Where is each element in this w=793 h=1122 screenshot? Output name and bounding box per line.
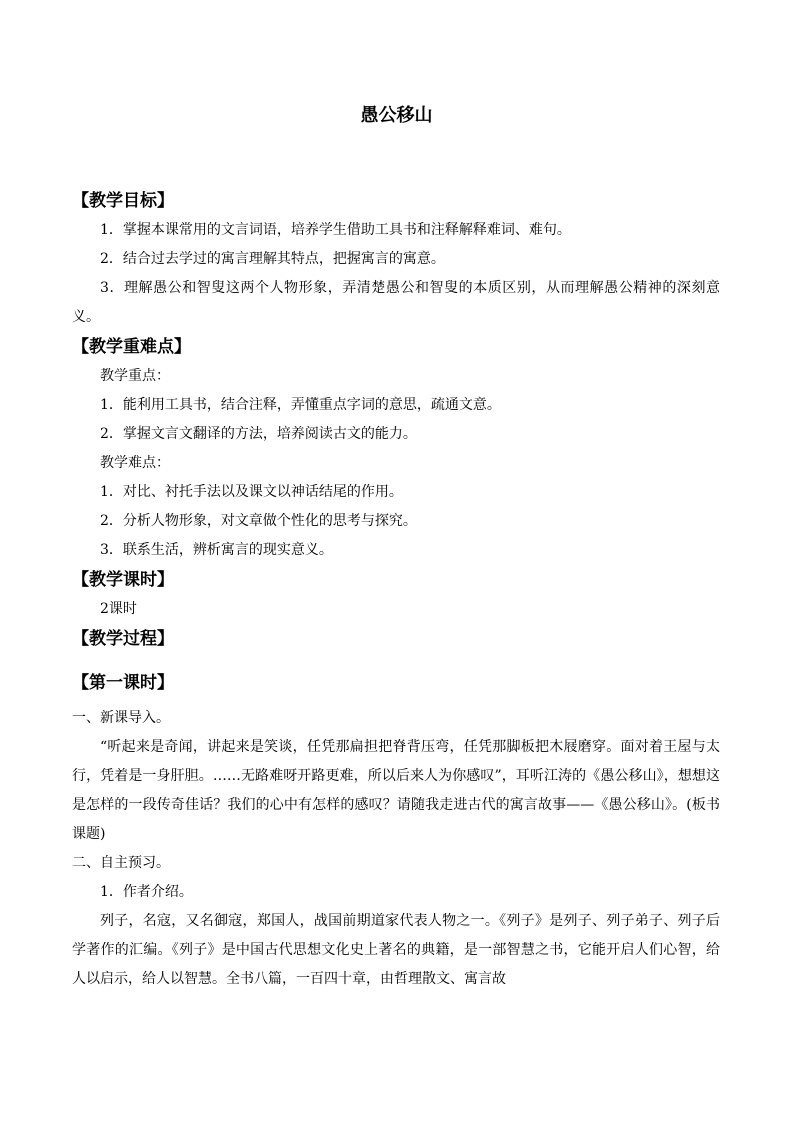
goal-item-1: 1．掌握本课常用的文言词语，培养学生借助工具书和注释解释难词、难句。 (100, 222, 571, 238)
new-lesson-intro-text: “听起来是奇闻，讲起来是笑谈，任凭那扁担把脊背压弯，任凭那脚板把木屐磨穿。面对着王屋与太行，凭着是一身肝胆。……无路难呀开路更难，所以后来人为你感叹”，耳听江涛的《愚公移山》，想想这是怎样的一段传奇佳话？我们的心中有怎样的感叹？请随我走进古代的寓言故事——《愚公移山》。(板书课题) (72, 739, 720, 842)
heading-first-lesson: 【第一课时】 (72, 673, 174, 693)
heading-teaching-goals: 【教学目标】 (72, 191, 174, 211)
difficult-point-item-2: 2．分析人物形象，对文章做个性化的思考与探究。 (100, 513, 417, 529)
teaching-hours-value: 2课时 (100, 601, 137, 617)
key-point-item-2: 2．掌握文言文翻译的方法，培养阅读古文的能力。 (100, 426, 417, 442)
new-lesson-intro-label: 一、新课导入。 (72, 710, 170, 726)
difficult-points-label: 教学难点： (100, 455, 170, 471)
author-intro-label: 1．作者介绍。 (100, 884, 193, 900)
goal-item-2: 2．结合过去学过的寓言理解其特点，把握寓言的寓意。 (100, 251, 445, 267)
document-body (72, 186, 720, 994)
document-title: 愚公移山 (360, 105, 433, 126)
difficult-point-item-3: 3．联系生活，辨析寓言的现实意义。 (100, 542, 333, 558)
self-preview-label: 二、自主预习。 (72, 855, 170, 871)
author-intro-text: 列子，名寇，又名御寇，郑国人，战国前期道家代表人物之一。《列子》是列子、列子弟子、列子后学著作的汇编。《列子》是中国古代思想文化史上著名的典籍，是一部智慧之书，它能开启人们心智，给人以启示，给人以智慧。全书八篇，一百四十章，由哲理散文、寓言故 (72, 913, 720, 987)
key-point-item-1: 1．能利用工具书，结合注释，弄懂重点字词的意思，疏通文意。 (100, 397, 501, 413)
key-points-label: 教学重点： (100, 368, 170, 384)
heading-teaching-hours: 【教学课时】 (72, 570, 174, 590)
difficult-point-item-1: 1．对比、衬托手法以及课文以神话结尾的作用。 (100, 484, 403, 500)
heading-key-difficult-points: 【教学重难点】 (72, 337, 191, 357)
heading-teaching-process: 【教学过程】 (72, 629, 174, 649)
goal-item-3: 3．理解愚公和智叟这两个人物形象，弄清楚愚公和智叟的本质区别，从而理解愚公精神的深刻意义。 (72, 280, 720, 325)
